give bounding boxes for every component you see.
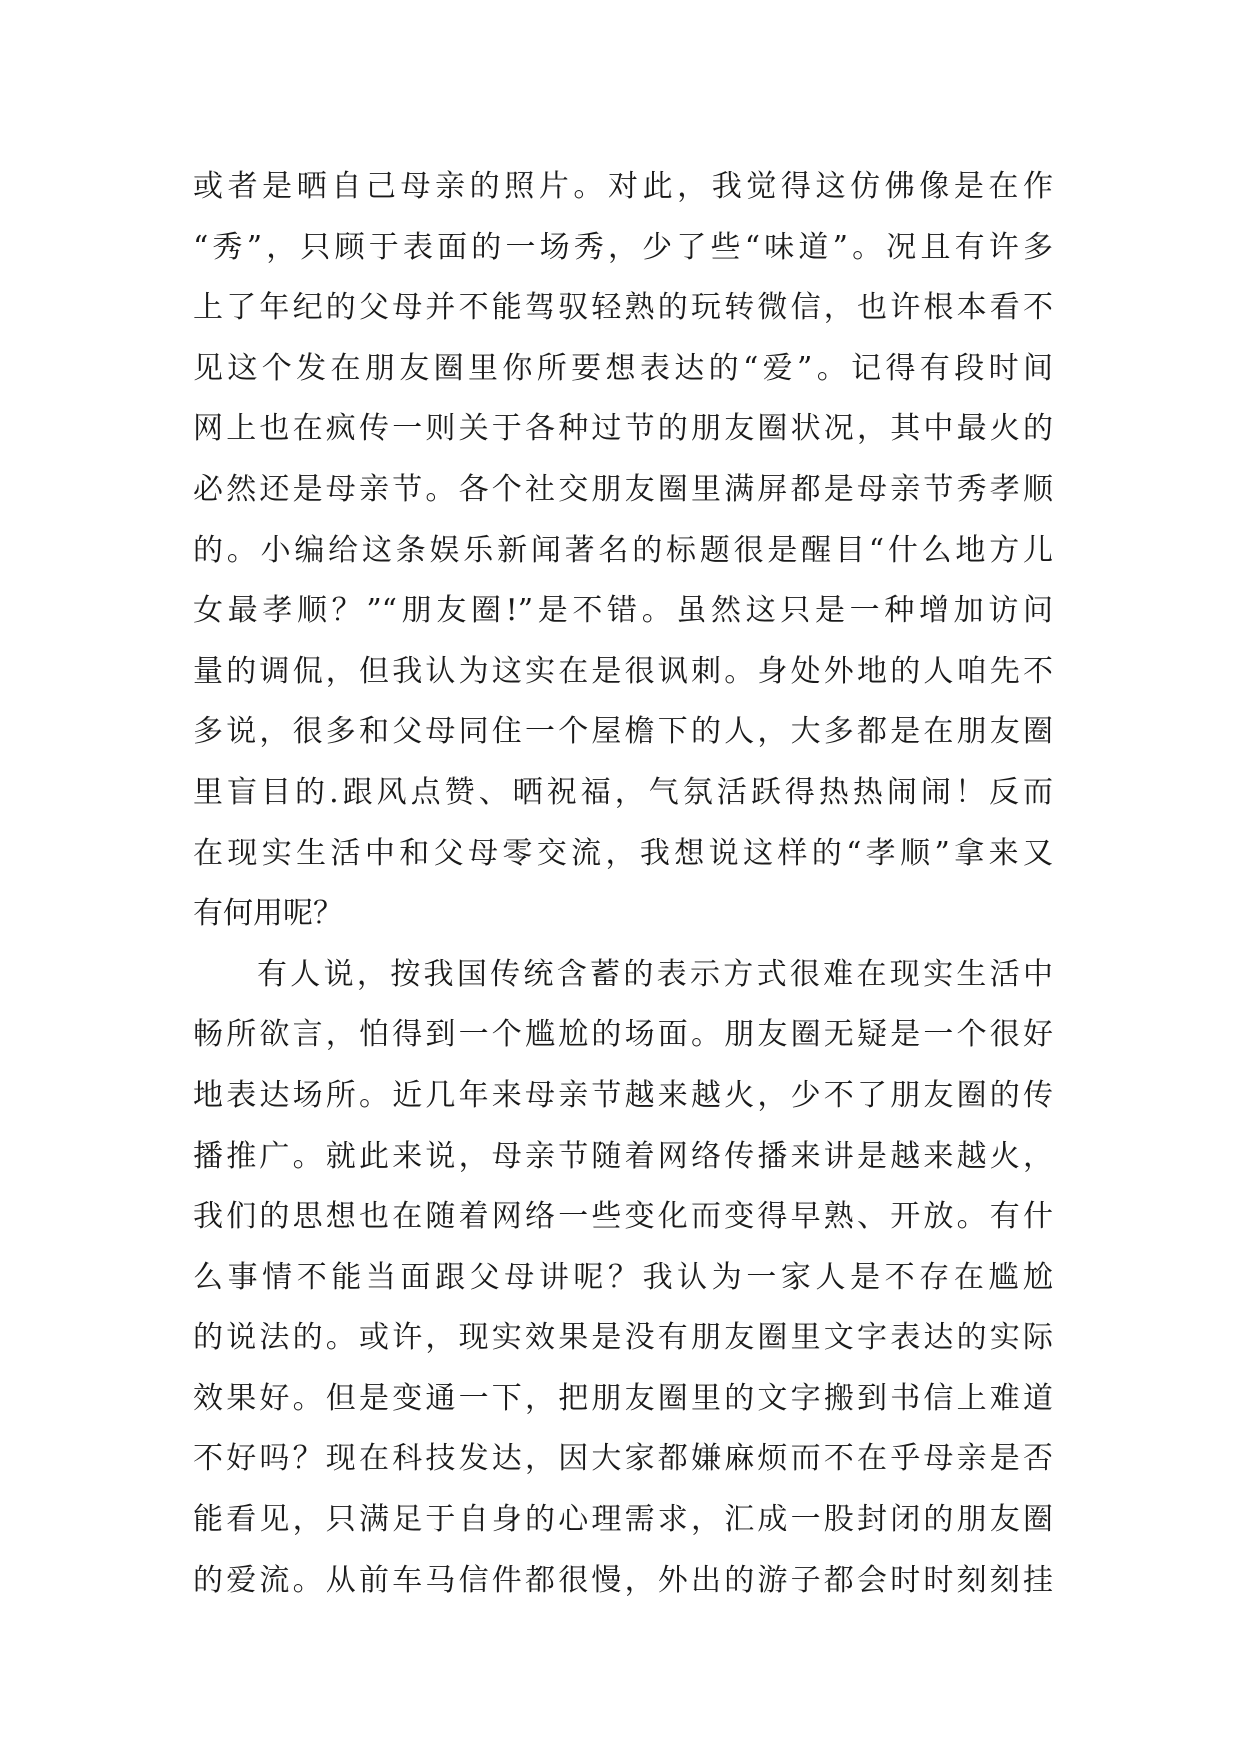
body-text (193, 157, 1053, 1611)
text-line: 我们的思想也在随着网络一些变化而变得早熟、开放。有什 (193, 1199, 1053, 1235)
text-line: 有何用呢？ (193, 896, 343, 932)
text-line: 见这个发在朋友圈里你所要想表达的“爱”。记得有段时间 (193, 350, 1053, 386)
text-line: 能看见，只满足于自身的心理需求，汇成一股封闭的朋友圈 (193, 1502, 1053, 1538)
text-line: 么事情不能当面跟父母讲呢？我认为一家人是不存在尴尬 (193, 1259, 1053, 1295)
text-line: 效果好。但是变通一下，把朋友圈里的文字搬到书信上难道 (193, 1380, 1053, 1416)
paragraph-first-line: 有人说，按我国传统含蓄的表示方式很难在现实生活中 (257, 956, 1053, 992)
text-line: 网上也在疯传一则关于各种过节的朋友圈状况，其中最火的 (193, 411, 1053, 447)
text-line: 多说，很多和父母同住一个屋檐下的人，大多都是在朋友圈 (193, 714, 1053, 750)
text-line: 畅所欲言，怕得到一个尴尬的场面。朋友圈无疑是一个很好 (193, 1017, 1053, 1053)
text-line: 量的调侃，但我认为这实在是很讽刺。身处外地的人咱先不 (193, 653, 1053, 689)
text-line: 或者是晒自己母亲的照片。对此，我觉得这仿佛像是在作 (193, 169, 1053, 204)
text-line: 不好吗？现在科技发达，因大家都嫌麻烦而不在乎母亲是否 (193, 1441, 1053, 1477)
text-line: 上了年纪的父母并不能驾驭轻熟的玩转微信，也许根本看不 (193, 290, 1053, 326)
text-line: 的爱流。从前车马信件都很慢，外出的游子都会时时刻刻挂 (193, 1562, 1053, 1598)
text-line: 里盲目的.跟风点赞、晒祝福，气氛活跃得热热闹闹！反而 (193, 774, 1053, 810)
text-line: 地表达场所。近几年来母亲节越来越火，少不了朋友圈的传 (193, 1077, 1053, 1113)
text-line: 播推广。就此来说，母亲节随着网络传播来讲是越来越火， (193, 1138, 1053, 1174)
text-line: “秀”，只顾于表面的一场秀，少了些“味道”。况且有许多 (193, 229, 1053, 265)
text-line: 必然还是母亲节。各个社交朋友圈里满屏都是母亲节秀孝顺 (193, 471, 1053, 507)
text-line: 在现实生活中和父母零交流，我想说这样的“孝顺”拿来又 (193, 835, 1053, 871)
text-line: 的。小编给这条娱乐新闻著名的标题很是醒目“什么地方儿 (193, 532, 1053, 568)
text-line: 的说法的。或许，现实效果是没有朋友圈里文字表达的实际 (193, 1320, 1053, 1356)
text-line: 女最孝顺？”“朋友圈!”是不错。虽然这只是一种增加访问 (193, 593, 1053, 629)
